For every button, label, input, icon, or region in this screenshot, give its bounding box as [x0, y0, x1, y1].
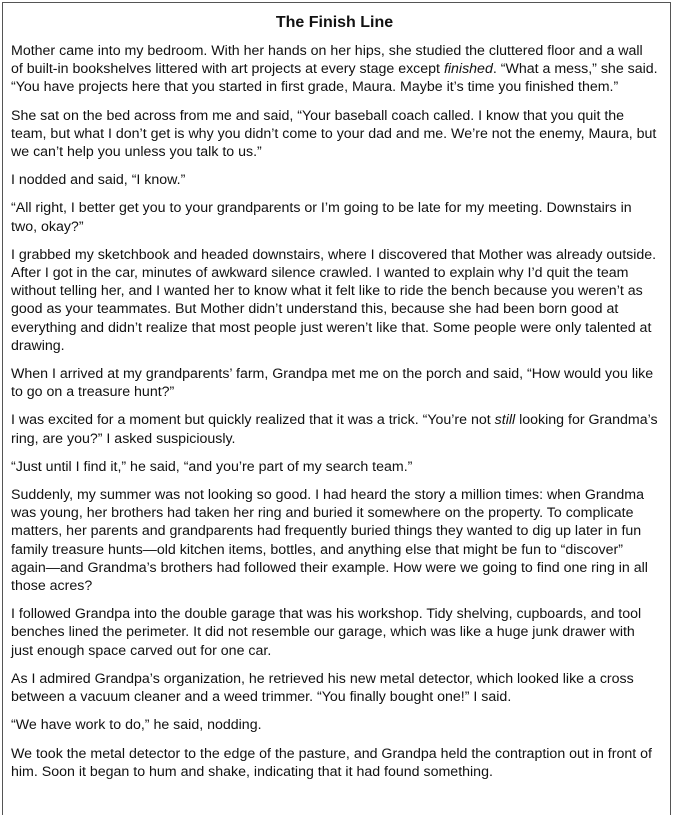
- text-run: . “What a mess,” she said. “You have projects here that you started in first grade, Maura. Maybe it’s time you finished them.”: [11, 61, 658, 96]
- paragraph: [11, 605, 658, 660]
- paragraph: [11, 670, 658, 706]
- paragraph: [11, 246, 658, 355]
- paragraph: [11, 486, 658, 595]
- paragraph: [11, 716, 658, 734]
- text-run: I nodded and said, “I know.”: [11, 172, 186, 189]
- text-run: Suddenly, my summer was not looking so good. I had heard the story a million times: when Grandma was young, her brothers had taken her ring and buried it somewhere on the property. To complicate matters, her parents and grandparents had frequently buried things they wanted to dig up later in fun family treasure hunts—old kitchen items, bottles, and anything else that might be fun to “discover” again—and Grandma’s brothers had followed their example. How were we going to find one ring in all those acres?: [11, 487, 648, 595]
- text-run: “All right, I better get you to your grandparents or I’m going to be late for my meeting. Downstairs in two, okay?”: [11, 200, 632, 235]
- paragraph: [11, 199, 658, 235]
- paragraph: [11, 42, 658, 97]
- text-run: When I arrived at my grandparents’ farm, Grandpa met me on the porch and said, “How would you like to go on a treasure hunt?”: [11, 366, 654, 401]
- text-run: I grabbed my sketchbook and headed downstairs, where I discovered that Mother was already outside. After I got in the car, minutes of awkward silence crawled. I wanted to explain why I’d quit the team without telling her, and I wanted her to know what it felt like to ride the bench because you weren’t as good as your teammates. But Mother didn’t understand this, because she had been born good at everything and didn’t realize that most people just weren’t like that. Some people were only talented at drawing.: [11, 246, 657, 354]
- text-run: I was excited for a moment but quickly realized that it was a trick. “You’re not: [11, 412, 495, 429]
- text-run: She sat on the bed across from me and said, “Your baseball coach called. I know that you quit the team, but what I don’t get is why you didn’t come to your dad and me. We’re not the enemy, Maura, but we can’t help you unless you talk to us.”: [11, 107, 657, 161]
- paragraph: [11, 171, 658, 189]
- italic-run: finished: [443, 61, 493, 78]
- story-title: The Finish Line: [275, 14, 394, 31]
- text-run: As I admired Grandpa’s organization, he retrieved his new metal detector, which looked like a cross between a vacuum cleaner and a weed trimmer. “You finally bought one!” I said.: [11, 670, 634, 706]
- italic-run: still: [494, 412, 516, 429]
- paragraph: [11, 365, 658, 401]
- paragraph: [11, 458, 658, 476]
- story-body: [11, 42, 658, 781]
- paragraph: [11, 107, 658, 162]
- text-run: I followed Grandpa into the double garage that was his workshop. Tidy shelving, cupboards, and tool benches lined the perimeter. It did not resemble our garage, which was like a huge junk drawer with just enough space carved out for one car.: [11, 606, 642, 659]
- text-run: “We have work to do,” he said, nodding.: [11, 717, 262, 734]
- text-run: Mother came into my bedroom. With her hands on her hips, she studied the cluttered floor and a wall of built-in bookshelves littered with art projects at every stage except: [11, 43, 643, 78]
- text-run: looking for Grandma’s ring, are you?” I asked suspiciously.: [11, 412, 658, 447]
- text-run: “Just until I find it,” he said, “and you’re part of my search team.”: [11, 458, 413, 475]
- document-page: [2, 2, 671, 815]
- paragraph: [11, 745, 658, 781]
- text-run: We took the metal detector to the edge of the pasture, and Grandpa held the contraption out in front of him. Soon it began to hum and shake, indicating that it had found something.: [11, 745, 652, 780]
- paragraph: [11, 411, 658, 447]
